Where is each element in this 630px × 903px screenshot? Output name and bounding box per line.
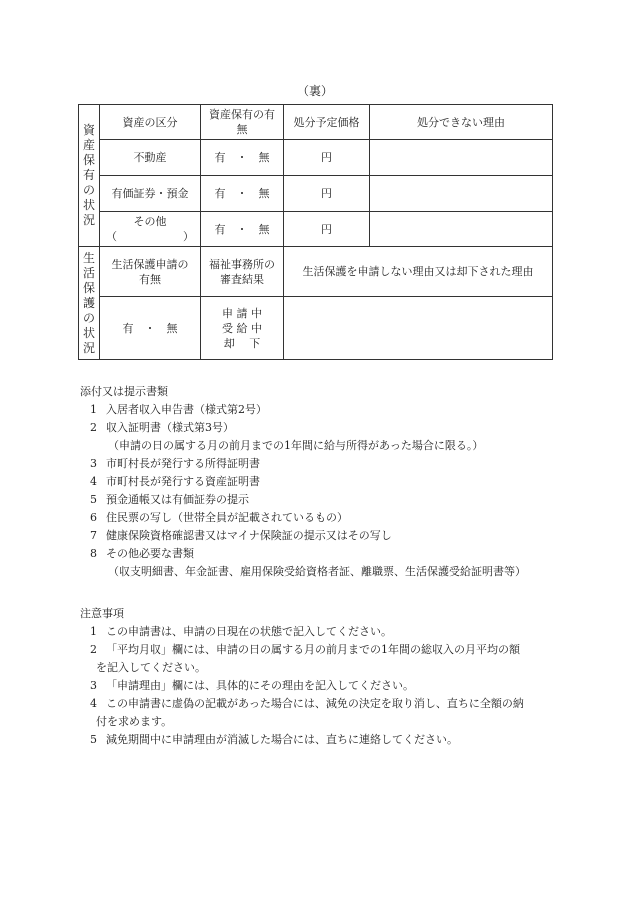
asset-row-real-estate (79, 140, 553, 176)
welfare-header-row (79, 247, 553, 297)
asset-price-unit: 円 (284, 140, 370, 176)
header-welfare-reason: 生活保護を申請しない理由又は却下された理由 (284, 247, 553, 297)
header-welfare-application: 生活保護申請の 有無 (100, 247, 201, 297)
header-asset-category: 資産の区分 (100, 105, 201, 140)
attachments-title: 添付又は提示書類 (80, 385, 168, 398)
welfare-row (79, 297, 553, 360)
attachment-item: 1 入居者収入申告書（様式第2号） (90, 403, 267, 416)
note-item: 5 減免期間中に申請理由が消滅した場合には、直ちに連絡してください。 (90, 733, 458, 746)
asset-possession: 有 ・ 無 (201, 140, 284, 176)
welfare-review-status: 申 請 中 受 給 中 却 下 (201, 297, 284, 360)
asset-reason-field[interactable] (370, 176, 553, 212)
header-non-disposal-reason: 処分できない理由 (370, 105, 553, 140)
note-item: 4 この申請書に虚偽の記載があった場合には、減免の決定を取り消し、直ちに全額の納 (90, 697, 524, 710)
asset-category: 不動産 (100, 140, 201, 176)
note-item-continuation: 付を求めます。 (96, 715, 173, 728)
header-asset-possession: 資産保有の有無 (201, 105, 284, 140)
attachment-item: 7 健康保険資格確認書又はマイナ保険証の提示又はその写し (90, 529, 392, 542)
note-item: 2 「平均月収」欄には、申請の日の属する月の前月までの1年間の総収入の月平均の額 (90, 643, 520, 656)
asset-category: 有価証券・預金 (100, 176, 201, 212)
attachment-item: 6 住民票の写し（世帯全員が記載されているもの） (90, 511, 348, 524)
welfare-section-label: 生 活 保 護 の 状 況 (79, 247, 100, 360)
welfare-reason-field[interactable] (284, 297, 553, 360)
header-welfare-office-result: 福祉事務所の 審査結果 (201, 247, 284, 297)
attachment-item: 2 収入証明書（様式第3号） (90, 421, 234, 434)
attachment-item-note: （収支明細書、年金証書、雇用保険受給資格者証、離職票、生活保護受給証明書等） (108, 565, 526, 578)
asset-row-other (79, 212, 553, 247)
asset-reason-field[interactable] (370, 140, 553, 176)
asset-reason-field[interactable] (370, 212, 553, 247)
header-disposal-price: 処分予定価格 (284, 105, 370, 140)
page-side-label: （裏） (296, 84, 333, 98)
note-item: 3 「申請理由」欄には、具体的にその理由を記入してください。 (90, 679, 414, 692)
asset-category-other: その他 （ ） (100, 212, 201, 247)
attachment-item: 3 市町村長が発行する所得証明書 (90, 457, 260, 470)
asset-possession: 有 ・ 無 (201, 212, 284, 247)
note-item-continuation: を記入してください。 (96, 661, 206, 674)
asset-row-securities (79, 176, 553, 212)
attachments-section (80, 383, 560, 581)
notes-section (80, 605, 560, 749)
asset-welfare-table (78, 104, 553, 360)
attachment-item: 8 その他必要な書類 (90, 547, 194, 560)
asset-possession: 有 ・ 無 (201, 176, 284, 212)
asset-price-unit: 円 (284, 212, 370, 247)
notes-title: 注意事項 (80, 607, 124, 620)
note-item: 1 この申請書は、申請の日現在の状態で記入してください。 (90, 625, 392, 638)
attachment-item: 5 預金通帳又は有価証券の提示 (90, 493, 249, 506)
asset-header-row (79, 105, 553, 140)
asset-price-unit: 円 (284, 176, 370, 212)
welfare-possession: 有 ・ 無 (100, 297, 201, 360)
attachment-item-note: （申請の日の属する月の前月までの1年間に給与所得があった場合に限る。） (108, 439, 484, 452)
asset-section-label: 資 産 保 有 の 状 況 (79, 105, 100, 247)
attachment-item: 4 市町村長が発行する資産証明書 (90, 475, 260, 488)
